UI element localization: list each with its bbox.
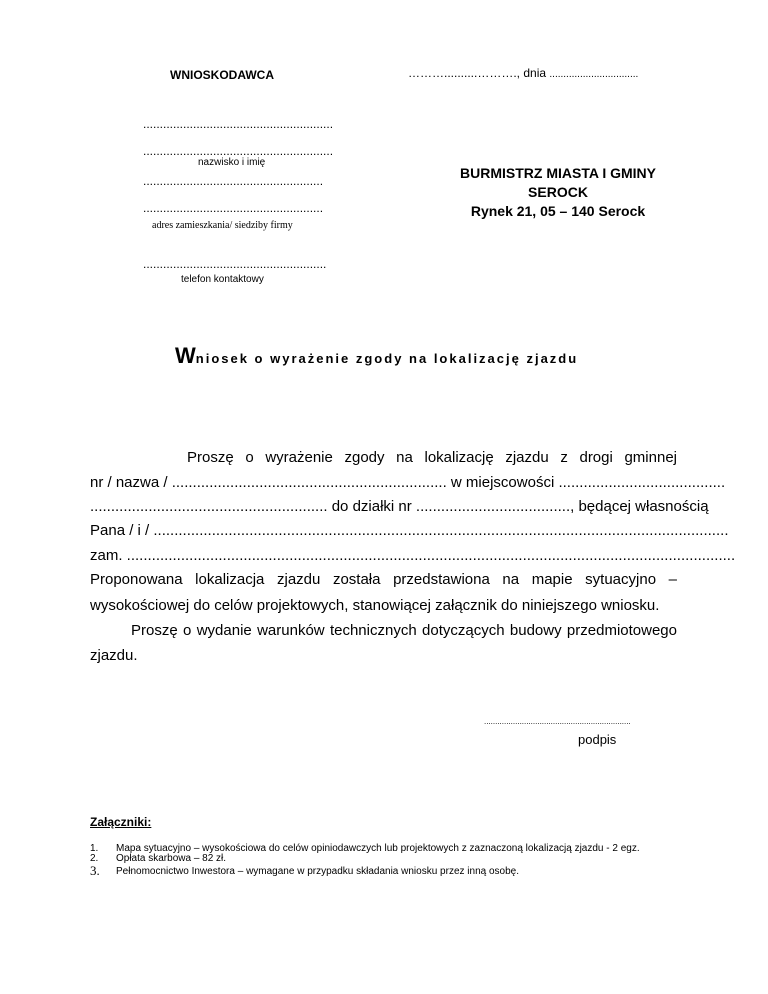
authority-line-1: BURMISTRZ MIASTA I GMINY (460, 165, 656, 181)
page-title (175, 343, 578, 369)
name-caption: nazwisko i imię (198, 157, 266, 168)
attachments-heading: Załączniki: (90, 815, 152, 829)
place-dots: ………..........………., (408, 66, 521, 80)
attachment-2-num: 2. (90, 853, 99, 864)
attachment-3-num: 3. (90, 863, 100, 878)
address-caption: adres zamieszkania/ siedziby firmy (152, 220, 293, 231)
signature-caption: podpis (578, 732, 617, 747)
authority-line-3: Rynek 21, 05 – 140 Serock (470, 203, 646, 219)
address-line-1: ...................................................... (143, 174, 324, 188)
authority-block (430, 164, 686, 221)
name-line-1: ......................................................... (143, 117, 334, 131)
title-rest: niosek o wyrażenie zgody na lokalizację zjazdu (195, 351, 579, 366)
attachment-3-text: Pełnomocnictwo Inwestora – wymagane w przypadku składania wniosku przez inną osobę. (116, 866, 519, 877)
date-label: dnia (523, 66, 547, 80)
body-line-3: ......................................................... do działki nr ....................................., będącej własnością (90, 498, 709, 515)
name-line-2: ......................................................... (143, 144, 334, 158)
place-date-line (408, 66, 638, 80)
body-line-7: wysokościowej do celów projektowych, stanowiącej załącznik do niniejszego wniosku. (90, 597, 660, 614)
date-dots: ................................ (549, 69, 639, 80)
body-line-1: Proszę o wyrażenie zgody na lokalizację zjazdu z drogi gminnej (187, 449, 677, 466)
title-first-letter: W (175, 343, 196, 368)
body-line-2: nr / nazwa / .................................................................. w miejscowości ........................................ (90, 474, 726, 491)
phone-line: ....................................................... (143, 257, 327, 271)
body-line-9: zjazdu. (90, 647, 138, 664)
body-line-5: zam. .................................................................................................................................................. (90, 547, 736, 564)
phone-caption: telefon kontaktowy (181, 274, 264, 285)
body-line-4: Pana / i / .......................................................................................................................................... (90, 522, 729, 539)
body-line-6: Proponowana lokalizacja zjazdu została przedstawiona na mapie sytuacyjno – (90, 571, 677, 588)
attachment-1-text: Mapa sytuacyjno – wysokościowa do celów opiniodawczych lub projektowych z zaznaczoną lokalizacją zjazdu - 2 egz. (116, 843, 640, 854)
address-line-2: ...................................................... (143, 201, 324, 215)
applicant-label: WNIOSKODAWCA (170, 68, 274, 82)
attachment-1-num: 1. (90, 843, 99, 854)
signature-dots: .................................................................. (484, 717, 631, 726)
authority-line-2: SEROCK (528, 184, 588, 200)
attachment-2-text: Opłata skarbowa – 82 zł. (116, 853, 227, 864)
body-line-8: Proszę o wydanie warunków technicznych dotyczących budowy przedmiotowego (131, 622, 677, 639)
